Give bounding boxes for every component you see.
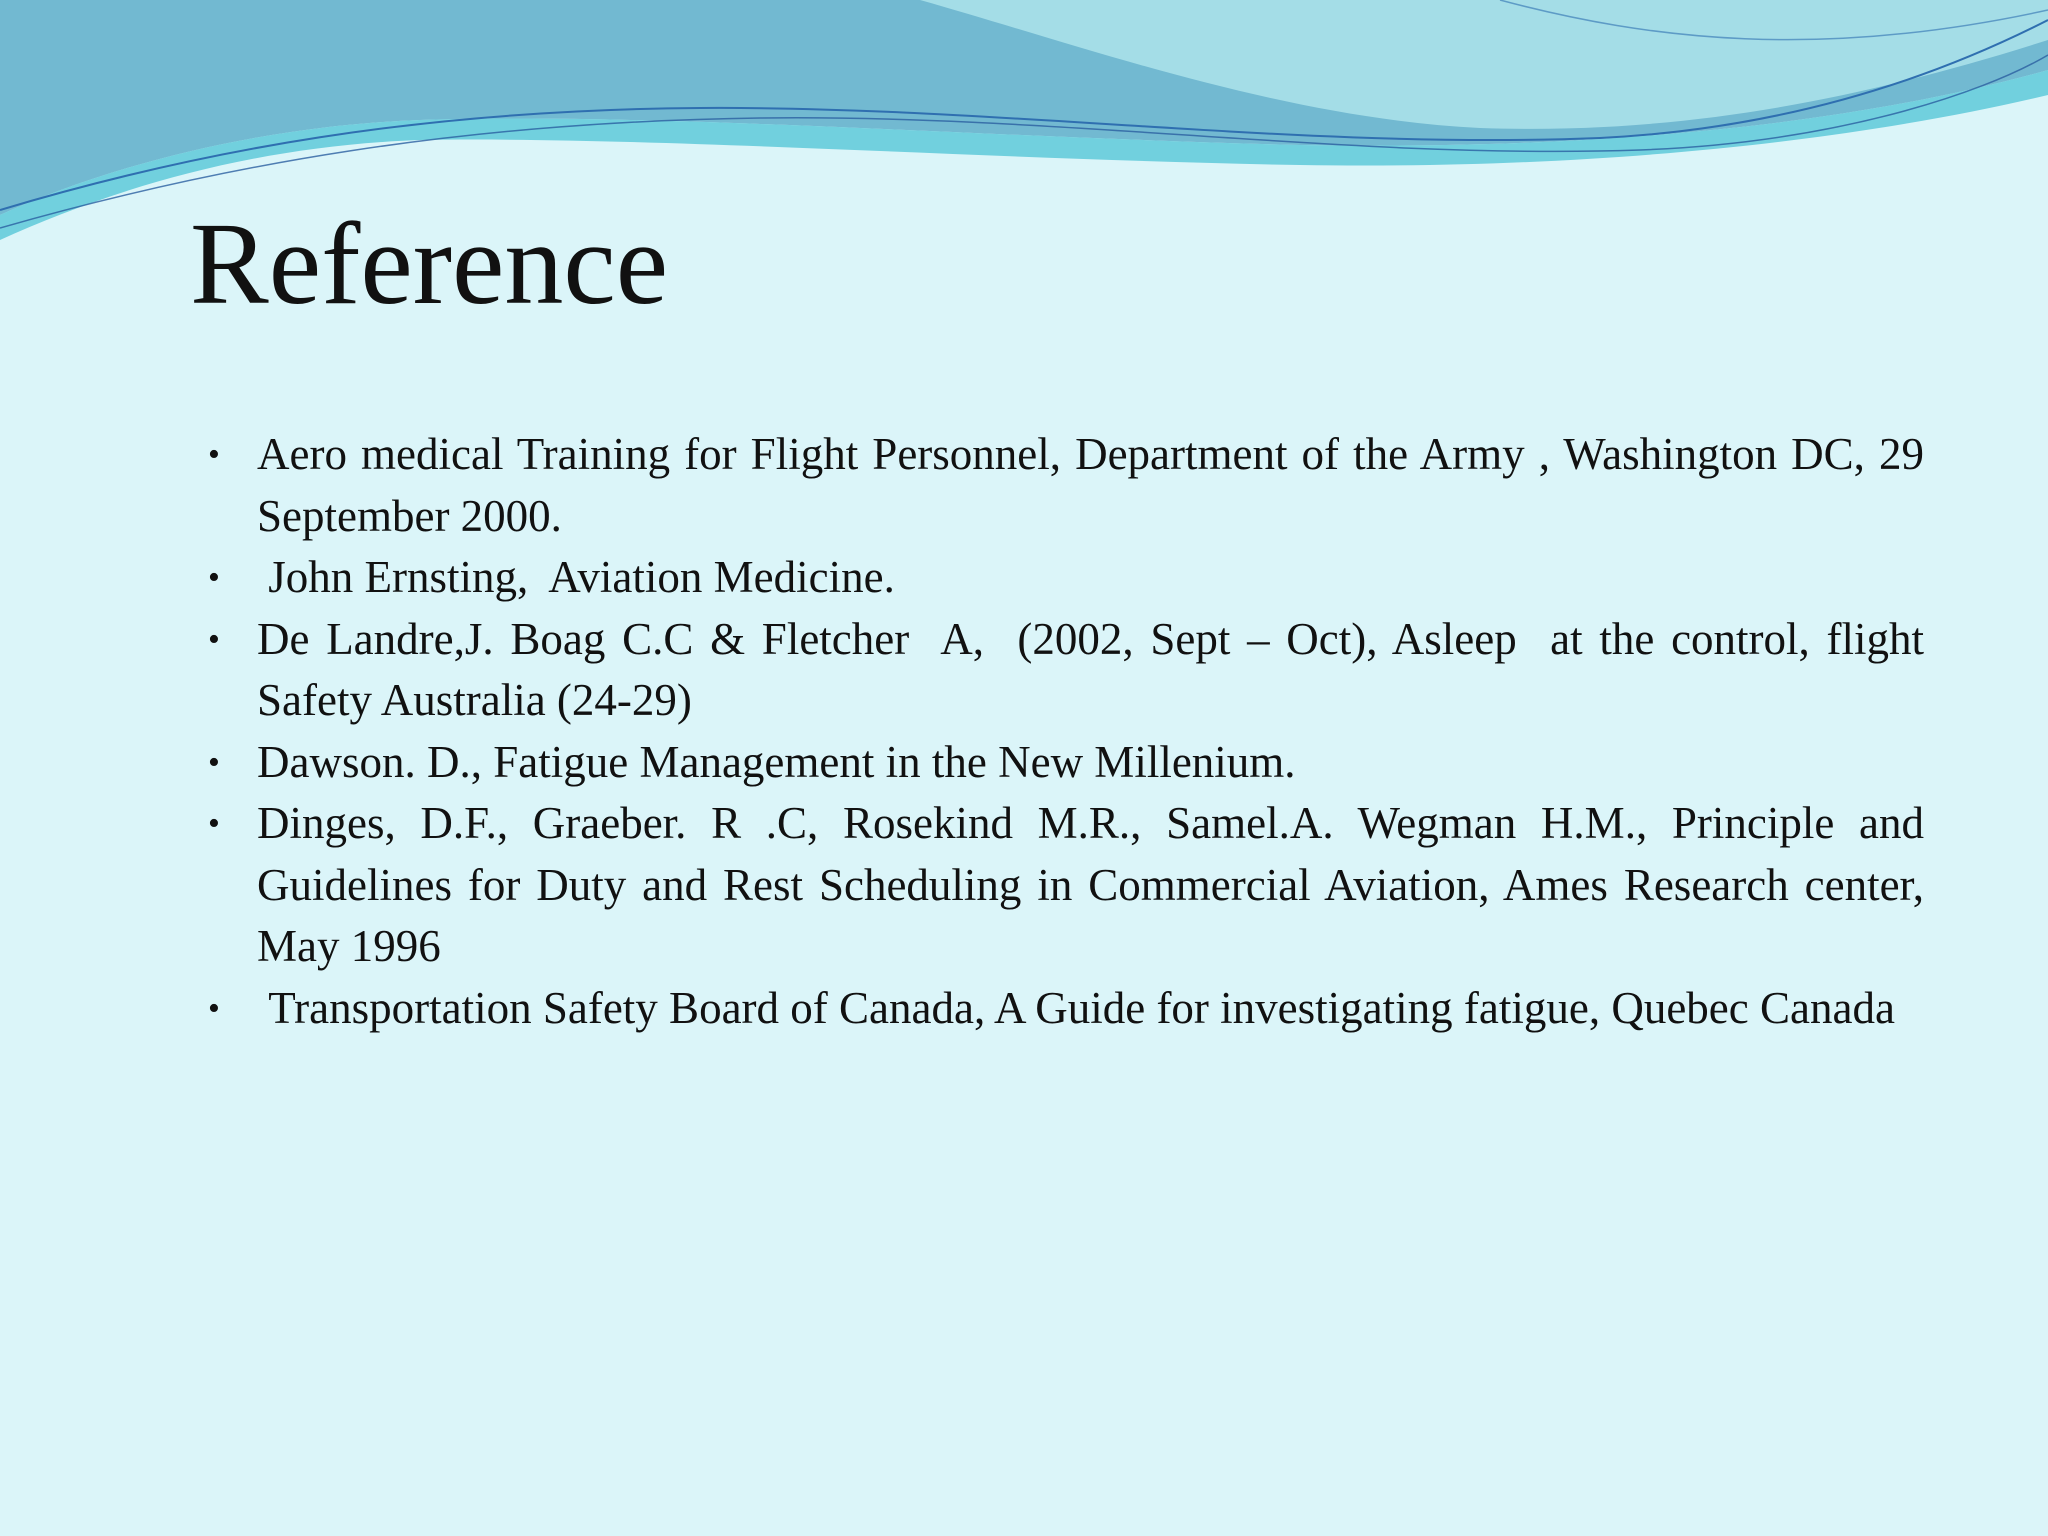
reference-text: De Landre,J. Boag C.C & Fletcher A, (2002, Sept – Oct), Asleep at the control, flight Safety Australia (24-29) xyxy=(257,613,1936,725)
reference-item xyxy=(208,793,1936,978)
reference-text: Aero medical Training for Flight Personnel, Department of the Army , Washington DC, 29 September 2000. xyxy=(257,429,1936,541)
bullet-icon: • xyxy=(208,559,220,596)
reference-item xyxy=(208,609,1936,732)
slide-title: Reference xyxy=(190,198,669,329)
bullet-icon: • xyxy=(208,989,220,1027)
bullet-icon: • xyxy=(208,805,220,842)
bullet-icon: • xyxy=(208,620,220,658)
reference-text: John Ernsting, Aviation Medicine. xyxy=(257,552,895,602)
reference-item xyxy=(208,978,1924,1040)
reference-item xyxy=(208,732,1924,794)
reference-list xyxy=(208,424,1936,1039)
reference-text: Dinges, D.F., Graeber. R .C, Rosekind M.R., Samel.A. Wegman H.M., Principle and Guidelines for Duty and Rest Scheduling in Commercial Aviation, Ames Research center, May 1996 xyxy=(257,798,1936,971)
reference-item xyxy=(208,547,1924,609)
reference-text: Dawson. D., Fatigue Management in the New Millenium. xyxy=(257,736,1296,787)
bullet-icon: • xyxy=(208,743,220,781)
reference-text: Transportation Safety Board of Canada, A Guide for investigating fatigue, Quebec Canada xyxy=(257,982,1895,1033)
bullet-icon: • xyxy=(208,436,220,473)
reference-item xyxy=(208,424,1936,547)
